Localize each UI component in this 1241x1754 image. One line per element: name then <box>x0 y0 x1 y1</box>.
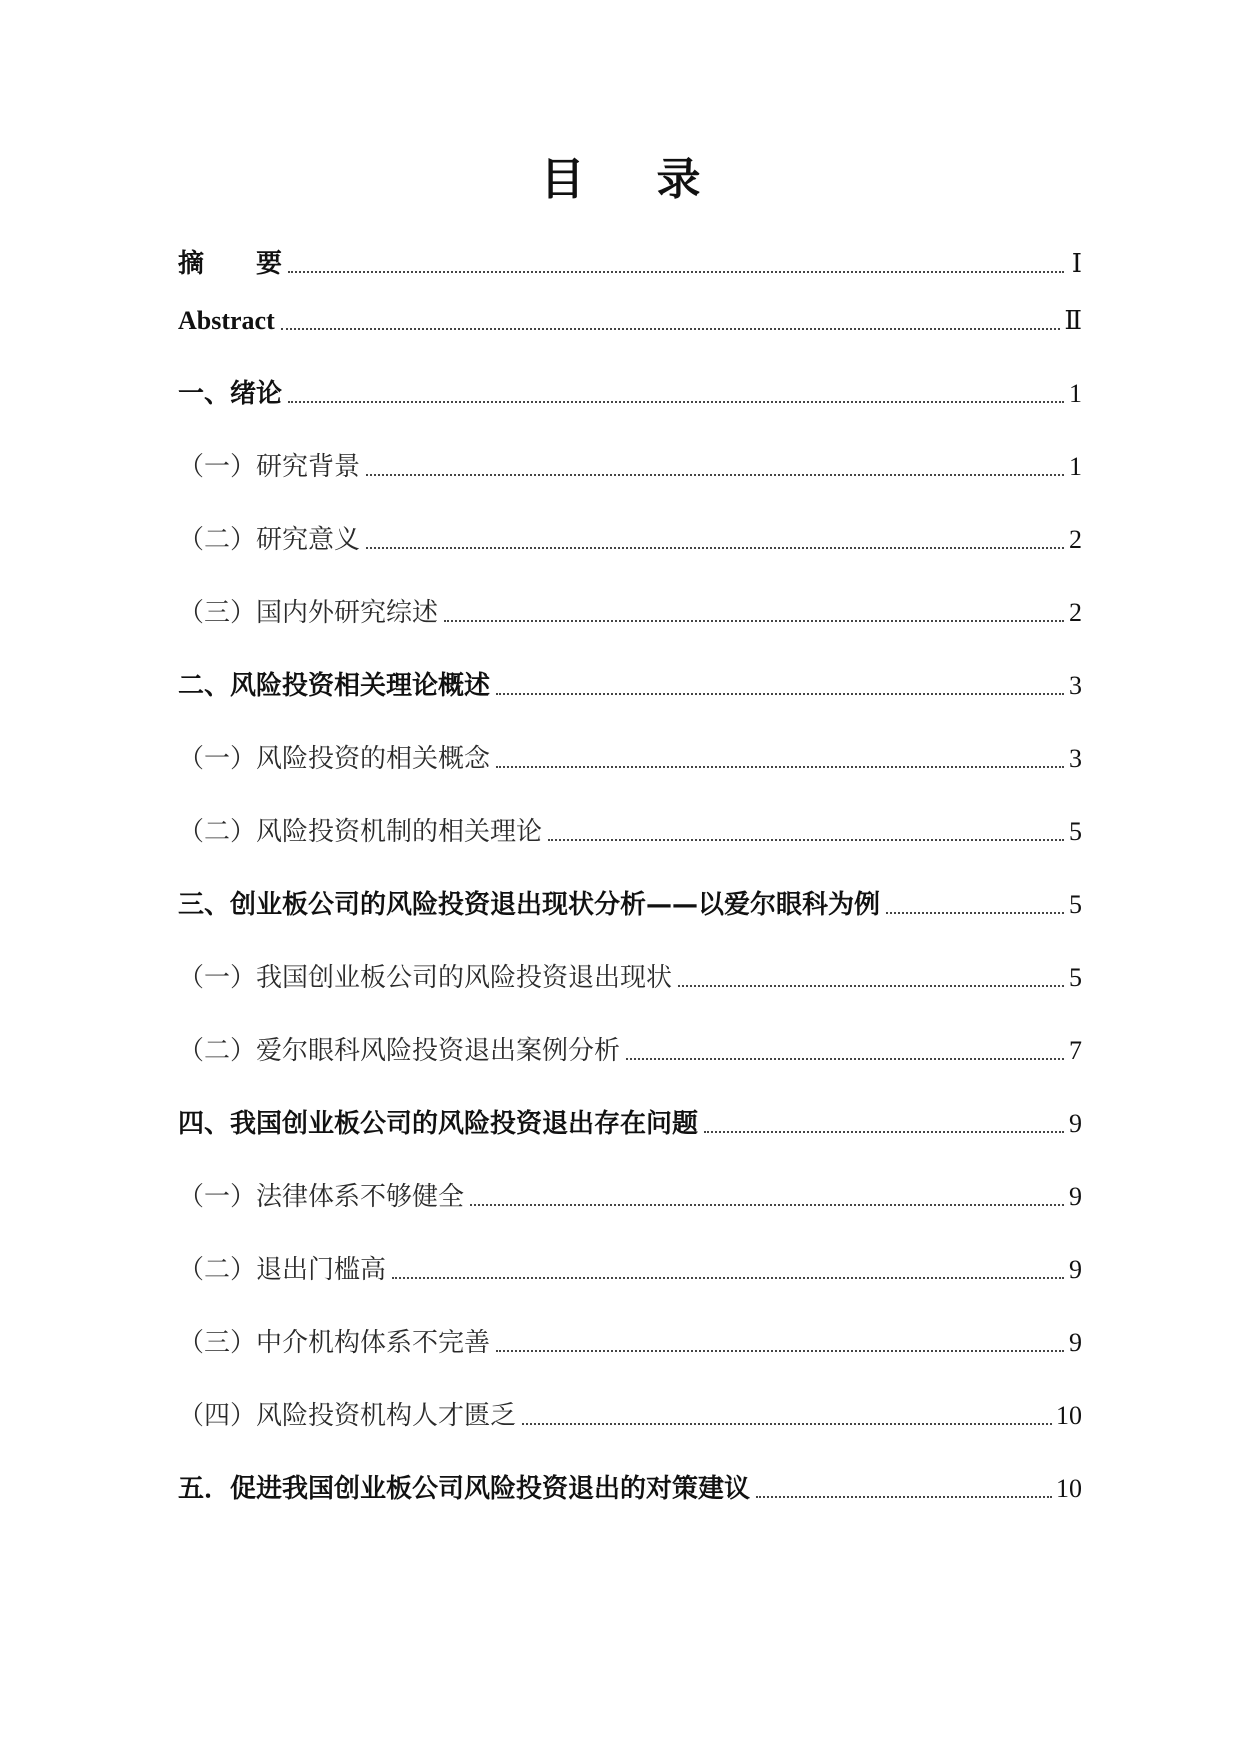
toc-page-number: Ⅰ <box>1071 249 1082 278</box>
toc-entry[interactable] <box>178 1453 1082 1526</box>
toc-entry[interactable] <box>178 577 1082 650</box>
toc-entry[interactable] <box>178 796 1082 869</box>
toc-page-number: 9 <box>1069 1255 1082 1284</box>
toc-entry[interactable] <box>178 1088 1082 1161</box>
toc-page-number: 2 <box>1069 525 1082 554</box>
toc-entry-label: （三）国内外研究综述 <box>178 598 439 628</box>
toc-entry-label: （二）退出门槛高 <box>178 1255 387 1285</box>
toc-page-number: 7 <box>1069 1036 1082 1065</box>
page-title: 目录 <box>540 154 773 205</box>
toc-entry[interactable] <box>178 1015 1082 1088</box>
toc-entry-label: 四、我国创业板公司的风险投资退出存在问题 <box>178 1109 699 1139</box>
dot-leader <box>704 1131 1064 1133</box>
toc-entry-label: （四）风险投资机构人才匮乏 <box>178 1401 517 1431</box>
toc-page-number: 5 <box>1069 890 1082 919</box>
toc-entry-label: （一）研究背景 <box>178 452 361 482</box>
toc-entry[interactable] <box>178 1234 1082 1307</box>
toc-entry-label: （一）法律体系不够健全 <box>178 1182 465 1212</box>
toc-page-number: 5 <box>1069 817 1082 846</box>
dot-leader <box>496 766 1064 768</box>
toc-page-number: 2 <box>1069 598 1082 627</box>
dot-leader <box>470 1204 1064 1206</box>
dot-leader <box>288 271 1064 273</box>
toc-entry[interactable] <box>178 504 1082 577</box>
dot-leader <box>886 912 1064 914</box>
toc-entry-label: （一）风险投资的相关概念 <box>178 744 491 774</box>
dot-leader <box>288 401 1064 403</box>
dot-leader <box>366 474 1064 476</box>
dot-leader <box>678 985 1064 987</box>
toc-entry[interactable] <box>178 1380 1082 1453</box>
toc-entry-label: Abstract <box>178 306 275 335</box>
toc-entry[interactable] <box>178 358 1082 431</box>
toc-entry-label: 二、风险投资相关理论概述 <box>178 671 491 701</box>
toc-page-number: 9 <box>1069 1328 1082 1357</box>
toc-entry[interactable] <box>178 1161 1082 1234</box>
dot-leader <box>496 1350 1064 1352</box>
toc-entry-label: （二）风险投资机制的相关理论 <box>178 817 543 847</box>
toc-entry[interactable] <box>178 239 1082 285</box>
toc-page-number: 10 <box>1056 1401 1082 1430</box>
toc-page-number: 1 <box>1069 379 1082 408</box>
toc-page-number: 10 <box>1056 1474 1082 1503</box>
toc-entry-label: 三、创业板公司的风险投资退出现状分析——以爱尔眼科为例 <box>178 890 881 920</box>
toc-entry[interactable] <box>178 431 1082 504</box>
toc-page-number: 1 <box>1069 452 1082 481</box>
dot-leader <box>548 839 1064 841</box>
table-of-contents <box>178 239 1082 1526</box>
toc-entry-label: （二）爱尔眼科风险投资退出案例分析 <box>178 1036 621 1066</box>
toc-entry-label: （二）研究意义 <box>178 525 361 555</box>
toc-page-number: 5 <box>1069 963 1082 992</box>
toc-entry[interactable] <box>178 650 1082 723</box>
toc-page-number: 9 <box>1069 1182 1082 1211</box>
dot-leader <box>496 693 1064 695</box>
toc-entry-label: （一）我国创业板公司的风险投资退出现状 <box>178 963 673 993</box>
toc-page-number: 9 <box>1069 1109 1082 1138</box>
dot-leader <box>756 1496 1052 1498</box>
toc-page-number: 3 <box>1069 744 1082 773</box>
toc-entry[interactable] <box>178 285 1082 358</box>
toc-entry-label: （三）中介机构体系不完善 <box>178 1328 491 1358</box>
dot-leader <box>522 1423 1052 1425</box>
dot-leader <box>366 547 1064 549</box>
dot-leader <box>626 1058 1064 1060</box>
toc-entry-label: 一、绪论 <box>178 379 283 409</box>
toc-entry[interactable] <box>178 723 1082 796</box>
toc-entry-label: 五．促进我国创业板公司风险投资退出的对策建议 <box>178 1474 751 1504</box>
toc-entry[interactable] <box>178 1307 1082 1380</box>
dot-leader <box>444 620 1064 622</box>
dot-leader <box>281 328 1061 330</box>
toc-entry[interactable] <box>178 869 1082 942</box>
toc-entry-label: 摘 要 <box>178 249 283 279</box>
dot-leader <box>392 1277 1064 1279</box>
toc-page-number: 3 <box>1069 671 1082 700</box>
toc-page-number: Ⅱ <box>1064 306 1082 335</box>
toc-entry[interactable] <box>178 942 1082 1015</box>
